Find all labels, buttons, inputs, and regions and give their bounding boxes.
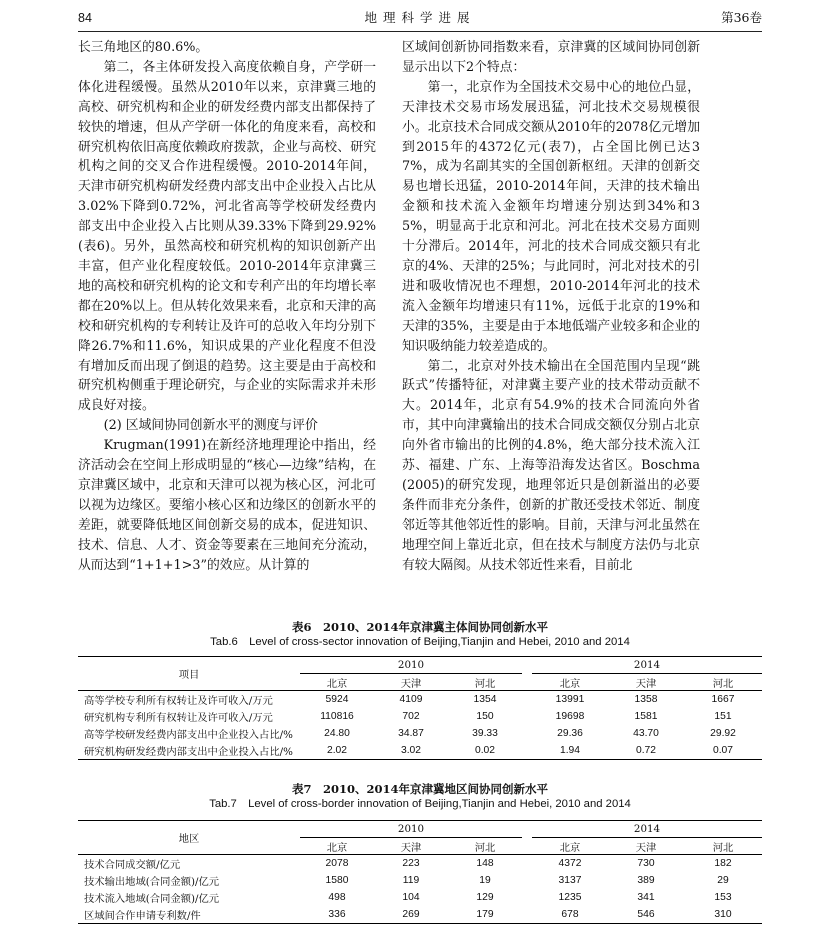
paragraph: 第二，北京对外技术输出在全国范围内呈现“跳跃式”传播特征，对津冀主要产业的技术带动贡献不大。2014年，北京有54.9%的技术合同流向外省市，其中向津冀输出的技术合同成交额仅分别占北京向外省市输出的比例的4.8%，绝大部分技术流入江苏、福建、广东、上海等沿海发达省区。Boschma(2005)的研究发现，地理邻近只是创新溢出的必要条件而非充分条件，创新的扩散还受技术邻近、制度邻近等其他邻近性的影响。目前，天津与河北虽然在地理空间上靠近北京，但在技术与制度方法仍与北京有较大隔阂。从技术邻近性来看，目前北 xyxy=(402,358,700,573)
paragraph: 长三角地区的80.6%。 xyxy=(78,40,209,55)
cell: 182 xyxy=(714,858,732,869)
region-header: 天津 xyxy=(374,838,448,855)
cell: 389 xyxy=(637,875,655,886)
left-column xyxy=(78,38,376,575)
table6-caption-en: Tab.6 Level of cross-sector innovation of Beijing,Tianjin and Hebei, 2010 and 2014 xyxy=(210,636,630,648)
table-row xyxy=(78,889,762,906)
region-header: 北京 xyxy=(532,674,608,691)
table-row xyxy=(78,725,762,742)
row-label: 技术合同成交额/亿元 xyxy=(84,859,181,871)
region-header: 河北 xyxy=(684,674,762,691)
cell: 3.02 xyxy=(374,742,448,760)
table-row xyxy=(78,708,762,725)
cell: 498 xyxy=(328,892,346,903)
row-label: 技术输出地域(合同金额)/亿元 xyxy=(84,876,220,888)
cell: 129 xyxy=(476,892,494,903)
region-header: 河北 xyxy=(448,674,522,691)
paragraph: 第二，各主体研发投入高度依赖自身，产学研一体化进程缓慢。虽然从2010年以来，京津冀三地的高校、研究机构和企业的研发经费内部支出都保持了较快的增速，但从产学研一体化的角度来看，高校和研究机构依旧高度依赖政府拨款，企业与高校、研究机构之间的交叉合作进程缓慢。2010-2014年间，天津市研究机构研发经费内部支出中企业投入占比从3.02%下降到0.72%，河北省高等学校研发经费内部支出中企业投入占比则从39.33%下降到29.92%(表6)。另外，虽然高校和研究机构的知识创新产出丰富，但产业化程度较低。2010-2014年京津冀三地的高校和研究机构的论文和专利产出的年均增长率都在20%以上。但从转化效果来看，北京和天津的高校和研究机构的专利转让及许可的总收入年均分别下降26.7%和11.6%，知识成果的产业化程度不但没有增加反而出现了倒退的趋势。这主要是由于高校和研究机构侧重于理论研究，与企业的实际需求并未形成良好对接。 xyxy=(78,59,376,414)
table7-year-header: 2010 xyxy=(300,821,522,838)
region-header: 天津 xyxy=(608,674,684,691)
cell: 1235 xyxy=(558,892,582,903)
cell: 39.33 xyxy=(472,728,498,739)
cell: 223 xyxy=(402,858,420,869)
cell: 4109 xyxy=(399,694,423,705)
table7-caption xyxy=(78,782,762,812)
row-label: 研究机构研发经费内部支出中企业投入占比/% xyxy=(78,742,300,760)
cell: 29.92 xyxy=(710,728,736,739)
region-header: 北京 xyxy=(300,674,374,691)
table7-caption-zh: 表7 2010、2014年京津冀地区间协同创新水平 xyxy=(291,782,548,796)
cell: 29.36 xyxy=(557,728,583,739)
cell: 0.72 xyxy=(608,742,684,760)
cell: 5924 xyxy=(325,694,349,705)
table7-item-header: 地区 xyxy=(78,821,300,855)
cell: 19698 xyxy=(555,711,585,722)
table6-caption-zh: 表6 2010、2014年京津冀主体间协同创新水平 xyxy=(291,620,548,634)
cell: 1.94 xyxy=(532,742,608,760)
cell: 336 xyxy=(300,906,374,924)
cell: 1358 xyxy=(634,694,658,705)
cell: 104 xyxy=(402,892,420,903)
paragraph: Krugman(1991)在新经济地理理论中指出，经济活动会在空间上形成明显的“核心—边缘”结构，在京津冀区域中，北京和天津可以视为核心区，河北可以视为边缘区。要缩小核心区和边缘区的创新水平的差距，就要降低地区间创新交易的成本，促进知识、技术、信息、人才、资金等要素在三地间充分流动，从而达到“1+1+1>3”的效应。从计算的 xyxy=(78,438,376,573)
table-row xyxy=(78,906,762,924)
table6-year-header: 2010 xyxy=(300,657,522,674)
cell: 2078 xyxy=(325,858,349,869)
cell: 119 xyxy=(402,875,420,886)
cell: 3137 xyxy=(558,875,582,886)
row-label: 区域间合作申请专利数/件 xyxy=(78,906,300,924)
cell: 13991 xyxy=(555,694,585,705)
row-label: 高等学校专利所有权转让及许可收入/万元 xyxy=(84,695,273,707)
cell: 29 xyxy=(717,875,729,886)
region-header: 天津 xyxy=(608,838,684,855)
cell: 310 xyxy=(684,906,762,924)
row-label: 技术流入地域(合同金额)/亿元 xyxy=(84,893,220,905)
region-header: 北京 xyxy=(300,838,374,855)
region-header: 天津 xyxy=(374,674,448,691)
cell: 269 xyxy=(374,906,448,924)
cell: 2.02 xyxy=(300,742,374,760)
cell: 150 xyxy=(476,711,494,722)
cell: 546 xyxy=(608,906,684,924)
table7 xyxy=(78,820,762,924)
row-label: 研究机构专利所有权转让及许可收入/万元 xyxy=(84,712,273,724)
cell: 19 xyxy=(479,875,491,886)
cell: 151 xyxy=(714,711,732,722)
cell: 341 xyxy=(637,892,655,903)
cell: 730 xyxy=(637,858,655,869)
cell: 1581 xyxy=(634,711,658,722)
cell: 1667 xyxy=(711,694,735,705)
cell: 4372 xyxy=(558,858,582,869)
table-row xyxy=(78,855,762,873)
table6-caption xyxy=(78,620,762,650)
region-header: 北京 xyxy=(532,838,608,855)
table7-caption-en: Tab.7 Level of cross-border innovation of Beijing,Tianjin and Hebei, 2010 and 2014 xyxy=(209,798,631,810)
volume-label: 第36卷 xyxy=(721,10,762,25)
cell: 24.80 xyxy=(324,728,350,739)
cell: 43.70 xyxy=(633,728,659,739)
region-header: 河北 xyxy=(684,838,762,855)
region-header: 河北 xyxy=(448,838,522,855)
cell: 1354 xyxy=(473,694,497,705)
page-number: 84 xyxy=(78,11,92,25)
table6 xyxy=(78,656,762,760)
cell: 0.02 xyxy=(448,742,522,760)
table6-item-header: 项目 xyxy=(78,657,300,691)
right-column xyxy=(402,38,700,575)
cell: 110816 xyxy=(320,711,354,722)
table-row xyxy=(78,872,762,889)
cell: 179 xyxy=(448,906,522,924)
paragraph: 第一，北京作为全国技术交易中心的地位凸显，天津技术交易市场发展迅猛，河北技术交易规模很小。北京技术合同成交额从2010年的2078亿元增加到2015年的4372亿元(表7)，占全国比例已达37%，成为名副其实的全国创新枢纽。天津的创新交易也增长迅猛，2010-2014年间，天津的技术输出金额和技术流入金额年均增速分别达到34%和35%，明显高于北京和河北。河北在技术交易方面则十分滞后。2014年，河北的技术合同成交额只有北京的4%、天津的25%；与此同时，河北对技术的引进和吸收情况也不理想，2010-2014年河北的技术流入金额年均增速只有11%，远低于北京的19%和天津的35%，主要是由于本地低端产业较多和企业的知识吸纳能力较差造成的。 xyxy=(402,79,700,354)
cell: 678 xyxy=(532,906,608,924)
header-rule xyxy=(78,31,762,32)
section-heading: (2) 区域间协同创新水平的测度与评价 xyxy=(103,418,318,434)
cell: 702 xyxy=(402,711,420,722)
cell: 34.87 xyxy=(398,728,424,739)
cell: 0.07 xyxy=(684,742,762,760)
cell: 1580 xyxy=(325,875,349,886)
table6-year-header: 2014 xyxy=(532,657,762,674)
journal-title: 地理科学进展 xyxy=(364,10,476,25)
table-row xyxy=(78,691,762,709)
table-row xyxy=(78,742,762,760)
running-header xyxy=(78,6,762,30)
table7-year-header: 2014 xyxy=(532,821,762,838)
row-label: 高等学校研发经费内部支出中企业投入占比/% xyxy=(84,729,293,741)
cell: 148 xyxy=(476,858,494,869)
cell: 153 xyxy=(714,892,732,903)
paragraph: 区域间创新协同指数来看，京津冀的区域间协同创新显示出以下2个特点： xyxy=(402,40,700,75)
